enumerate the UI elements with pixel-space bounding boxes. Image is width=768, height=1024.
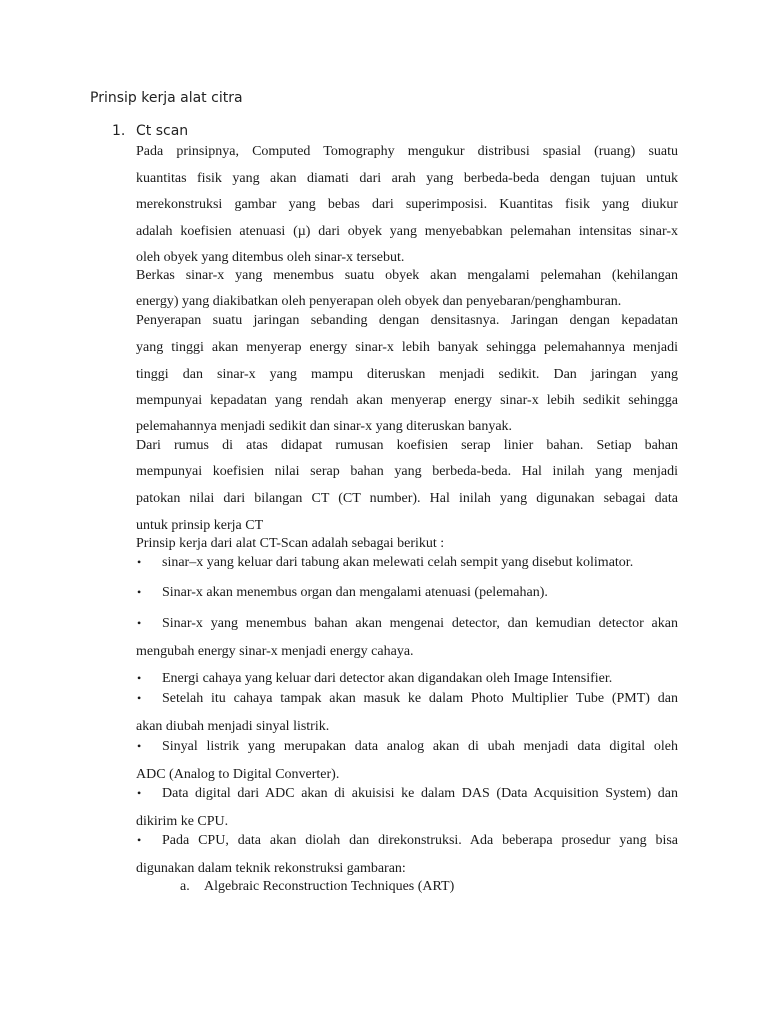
text-line: Dari rumus di atas didapat rumusan koefisien serap linier bahan. Setiap bahan	[136, 438, 678, 453]
text-line: yang tinggi akan menyerap energy sinar-x lebih banyak sehingga pelemahannya menjadi	[136, 340, 678, 355]
text-line: mempunyai koefisien nilai serap bahan yang berbeda-beda. Hal inilah yang menjadi	[136, 464, 678, 479]
text-line: patokan nilai dari bilangan CT (CT number). Hal inilah yang digunakan sebagai data	[136, 491, 678, 506]
bullet-icon: •	[137, 833, 142, 847]
step-text: Setelah itu cahaya tampak akan masuk ke dalam Photo Multiplier Tube (PMT) dan	[162, 691, 678, 706]
step-text: Sinar-x yang menembus bahan akan mengenai detector, dan kemudian detector akan	[162, 616, 678, 631]
step-text: Pada CPU, data akan diolah dan direkonstruksi. Ada beberapa prosedur yang bisa	[162, 833, 678, 848]
text-line: oleh obyek yang ditembus oleh sinar-x tersebut.	[136, 250, 405, 265]
bullet-icon: •	[137, 671, 142, 685]
bullet-icon: •	[137, 616, 142, 630]
text-line: Pada prinsipnya, Computed Tomography mengukur distribusi spasial (ruang) suatu	[136, 144, 678, 159]
text-line: adalah koefisien atenuasi (µ) dari obyek yang menyebabkan pelemahan intensitas sinar-x	[136, 224, 678, 239]
text-line: Penyerapan suatu jaringan sebanding dengan densitasnya. Jaringan dengan kepadatan	[136, 313, 678, 328]
step-text-continued: ADC (Analog to Digital Converter).	[136, 767, 340, 782]
step-text: Sinar-x akan menembus organ dan mengalami atenuasi (pelemahan).	[162, 585, 548, 600]
text-line: merekonstruksi gambar yang bebas dari superimposisi. Kuantitas fisik yang diukur	[136, 197, 678, 212]
bullet-icon: •	[137, 585, 142, 599]
bullet-icon: •	[137, 691, 142, 705]
step-text: Data digital dari ADC akan di akuisisi ke dalam DAS (Data Acquisition System) dan	[162, 786, 678, 801]
text-line: untuk prinsip kerja CT	[136, 518, 264, 533]
list-item-title: Ct scan	[136, 123, 189, 139]
step-text: sinar–x yang keluar dari tabung akan melewati celah sempit yang disebut kolimator.	[162, 555, 634, 570]
step-text-continued: mengubah energy sinar-x menjadi energy cahaya.	[136, 644, 414, 659]
step-text-continued: akan diubah menjadi sinyal listrik.	[136, 719, 330, 734]
text-line: mempunyai kepadatan yang rendah akan menyerap energy sinar-x lebih sedikit sehingga	[136, 393, 678, 408]
text-line: pelemahannya menjadi sedikit dan sinar-x yang diteruskan banyak.	[136, 419, 513, 434]
bullet-icon: •	[137, 739, 142, 753]
bullet-icon: •	[137, 786, 142, 800]
text-line: kuantitas fisik yang akan diamati dari arah yang berbeda-beda dengan tujuan untuk	[136, 171, 678, 186]
sub-item-text: Algebraic Reconstruction Techniques (ART)	[204, 879, 455, 894]
list-number: 1.	[112, 123, 126, 139]
text-line: energy) yang diakibatkan oleh penyerapan oleh obyek dan penyebaran/penghamburan.	[136, 294, 622, 309]
text-line: Berkas sinar-x yang menembus suatu obyek akan mengalami pelemahan (kehilangan	[136, 268, 678, 283]
step-text-continued: dikirim ke CPU.	[136, 814, 229, 829]
step-text: Energi cahaya yang keluar dari detector akan digandakan oleh Image Intensifier.	[162, 671, 613, 686]
step-text-continued: digunakan dalam teknik rekonstruksi gambaran:	[136, 861, 406, 876]
text-line: tinggi dan sinar-x yang mampu diteruskan menjadi sedikit. Dan jaringan yang	[136, 367, 678, 382]
step-text: Sinyal listrik yang merupakan data analog akan di ubah menjadi data digital oleh	[162, 739, 678, 754]
sub-item-letter: a.	[180, 879, 190, 894]
bullet-icon: •	[137, 555, 142, 569]
steps-intro: Prinsip kerja dari alat CT-Scan adalah sebagai berikut :	[136, 536, 445, 551]
document-heading: Prinsip kerja alat citra	[90, 90, 243, 106]
